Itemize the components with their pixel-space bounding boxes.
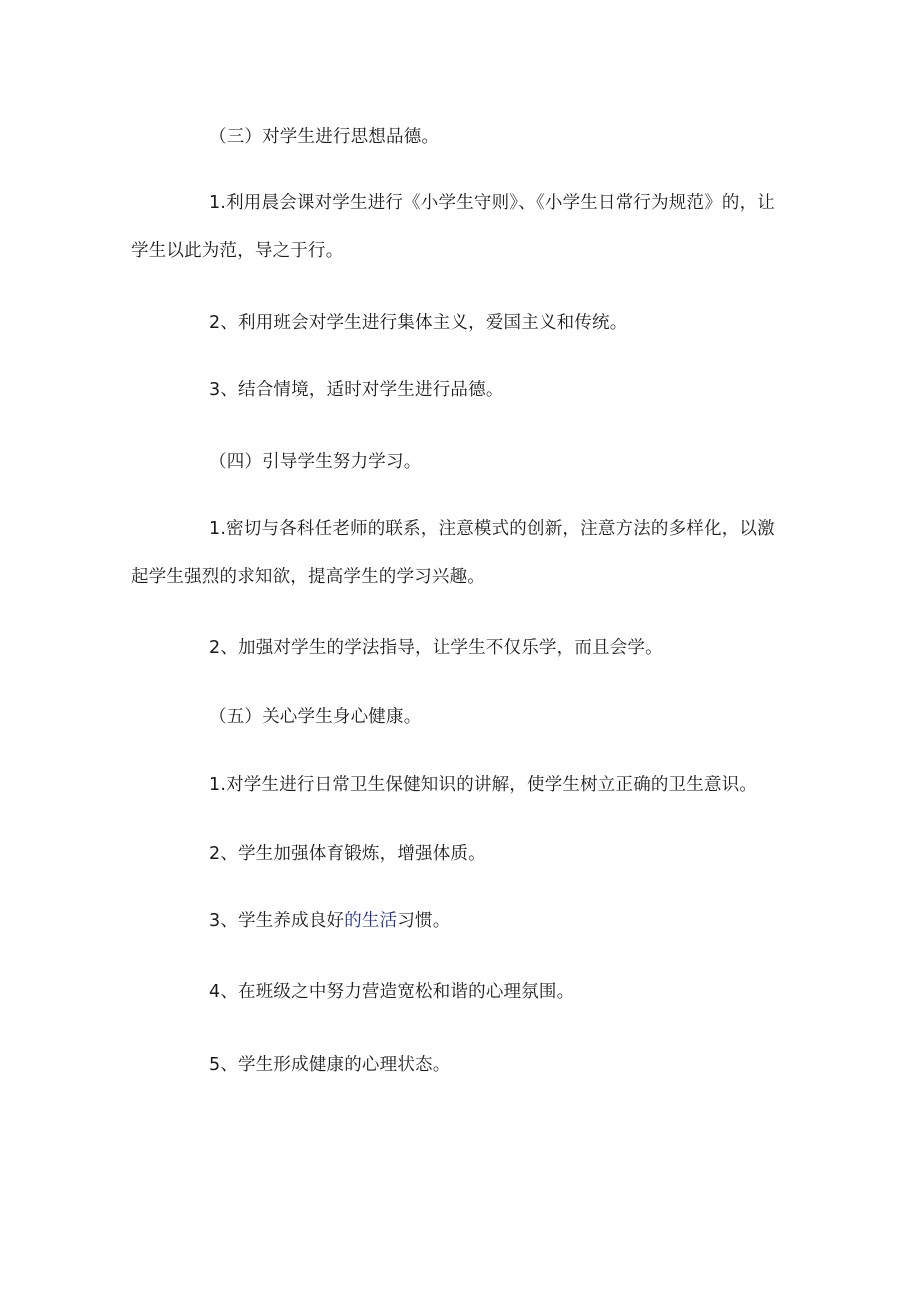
- paragraph-item-with-link: [131, 897, 791, 945]
- paragraph-text-after-link: 习惯。: [397, 911, 451, 931]
- inline-link[interactable]: 的生活: [344, 911, 398, 931]
- paragraph-item: 1.密切与各科任老师的联系，注意模式的创新，注意方法的多样化，以激起学生强烈的求知欲，提高学生的学习兴趣。: [131, 519, 775, 587]
- paragraph-item: 2、加强对学生的学法指导，让学生不仅乐学，而且会学。: [209, 638, 663, 658]
- paragraph-item: 5、学生形成健康的心理状态。: [209, 1055, 451, 1075]
- section-heading-4: （四）引导学生努力学习。: [209, 452, 422, 472]
- paragraph-text-before-link: 3、学生养成良好: [209, 911, 345, 931]
- paragraph-item: 3、结合情境，适时对学生进行品德。: [209, 380, 504, 400]
- section-heading-3: （三）对学生进行思想品德。: [209, 127, 440, 147]
- paragraph-item: 4、在班级之中努力营造宽松和谐的心理氛围。: [209, 982, 575, 1002]
- section-heading-5: （五）关心学生身心健康。: [209, 707, 422, 727]
- paragraph-item: 2、学生加强体育锻炼，增强体质。: [209, 844, 486, 864]
- paragraph-item: 1.对学生进行日常卫生保健知识的讲解，使学生树立正确的卫生意识。: [209, 775, 758, 795]
- paragraph-item: 1.利用晨会课对学生进行《小学生守则》、《小学生日常行为规范》的，让学生以此为范，导之于行。: [131, 193, 775, 261]
- paragraph-item: 2、利用班会对学生进行集体主义，爱国主义和传统。: [209, 313, 628, 333]
